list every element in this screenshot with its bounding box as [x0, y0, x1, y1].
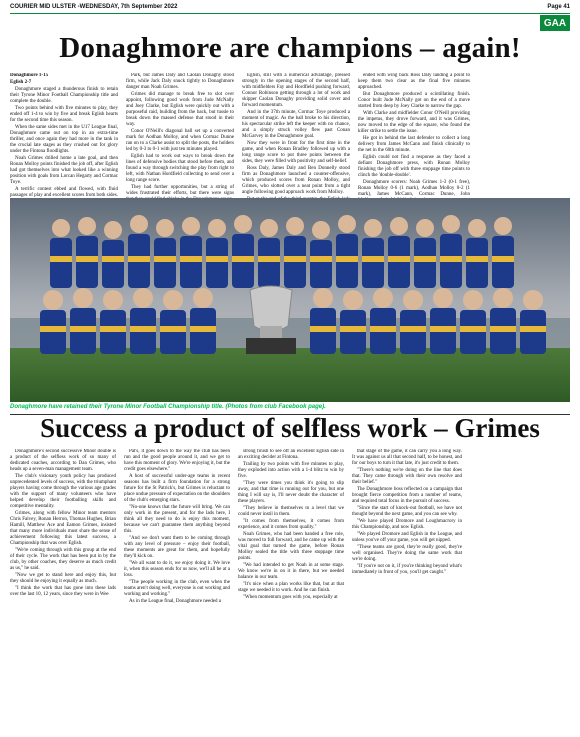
paragraph: They had further opportunities, but a string of wides frustrated their efforts, but there were signs [126, 185, 234, 196]
paragraph: Eglish, still with a numerical advantage, pressed strongly in the opening stages of the second half, with midfielders Fay and Hordfield pushing forward, Connor Robinson getting through a lot of work and skipper Caolan Donaghy providing solid cover and forward momentum. [242, 73, 350, 108]
trophy-icon [246, 286, 296, 354]
paragraph: Grimes did manage to break free to slot over appoint, following good work from Jude McNally and Joey Clarke, but Eglish were quickly out with a purposeful raid, building from the back, but tussle to break down the massed defense that stood in their way. [126, 92, 234, 127]
paragraph: Donaghmore's second successive Minor double is a product of the selfless work of so many of dedicated coaches, according to Dan Grimes, who heads up a seven-man management team. [10, 449, 116, 472]
headline-main: Donaghmore are champions – again! [59, 32, 521, 64]
section-badge: GAA [540, 15, 570, 31]
paragraph: "We have played Dromore and Loughmacrory in this Championship, and now Eglish. [352, 519, 462, 530]
paragraph-group [10, 449, 116, 598]
article-secondary-col2 [124, 449, 230, 734]
paragraph: Donaghmore staged a thunderous finish to retain their Tyrone Minor Football Championship title and complete the double. [10, 87, 118, 104]
paragraph: A terrific contest ebbed and flowed, with fluid passages of play and excellent scores from both sides. [10, 187, 118, 198]
paragraph: "It comes from themselves, it comes from experience, and it comes from quality." [238, 519, 344, 530]
paragraph-group [238, 449, 344, 601]
paragraph: "We had intended to get Noah in at some stage. We know we're in on it in there, but we needed balance in our team. [238, 563, 344, 580]
paragraph-group [352, 449, 462, 576]
paragraph: Two points behind with five minutes to play, they ended off 1-4 to win by five and break Eglish hearts for the second time this season. [10, 106, 118, 123]
paragraph: Pat's, it goes down to the way the club has been run and the good people around it, and we get to have this moment of glory. We're enjoying it, but the credit goes elsewhere." [124, 449, 230, 472]
paragraph: "Now we get to stand here and enjoy this, but they should be enjoying it equally as much. [10, 573, 116, 584]
paragraph: "We all want to do it, we enjoy doing it. We love it, when this season ends for us now, we'll all be at a loss. [124, 561, 230, 578]
paragraph: Eglish could not find a response as they faced a defiant Donaghmore press, with Ronan Molloy finishing the job off with three stoppage time points to clinch the 'double-double'. [358, 155, 470, 178]
paragraph: that stage of the game, it can carry you a long way. It was against us all that second half, to be honest, and for our boys to turn it that late, it's just credit to them. [352, 449, 462, 466]
paragraph: With Clarke and midfielder Conor O'Neill providing the impetus, they drove forward, and it was Grimes, now moved to the edge of the square, who found the killer strike to settle the issue. [358, 111, 470, 134]
article-secondary-col3 [238, 449, 344, 734]
paragraph: "Since the start of knock-out football, we have not thought beyond the next game, and you can see why. [352, 506, 462, 517]
masthead-title: COURIER MID ULSTER -WEDNESDAY, 7th September 2022 [10, 4, 178, 10]
paragraph: Conor O'Neill's diagonal ball set up a converted mark for Aodhan Molloy, and when Cormac Dunne ran on to a Clarke assist to split the posts, the holders led by 0-3 to 0-1 with just ten minutes played. [126, 129, 234, 152]
paragraph: strong finish to see off an excellent Eglish side in an exciting decider at Fintona. [238, 449, 344, 460]
paragraph: "These teams are good, they're really good, they're well organised. They're doing the same work that we're doing. [352, 545, 462, 562]
paragraph: "They were times you think it's going to slip away, and that time is running out for you, but one thing I will say is, I'll never doubt the character of these players. [238, 481, 344, 504]
score-line: Donaghmore 1-15 [10, 73, 49, 78]
paragraph: Trailing by two points with five minutes to play, they exploded into action with a 1-4 blitz to win by five. [238, 462, 344, 479]
paragraph: "There's nothing we're doing on the line that does that. They came through with their own resolve and their belief." [352, 468, 462, 485]
paragraph: "When momentum goes with you, especially at [243, 595, 338, 600]
article-secondary-col1 [10, 449, 116, 734]
paragraph: As in the League final, Donaghmore needed a [129, 599, 221, 604]
paragraph: "They believe in themselves to a level that we could never instil in them. [238, 506, 344, 517]
paragraph: He got in behind the last defender to collect a long delivery from James McCann and finish clinically to the net in the 60th minute. [358, 136, 470, 153]
paragraph: And in the 37th minute, Cormac Toye produced a moment of magic. As the ball broke to his direction, his spectacular strike left the keeper with no chance, and a simply struck volley flew past Conan McGarvey in the Donaghmore goal. [242, 110, 350, 139]
paragraph: The club's visionary youth policy has produced unprecedented levels of success, with the triumphant players having come through the various age grades with the support of many volunteers who have helped develop their footballing skills and competitive mentality. [10, 474, 116, 509]
paragraph: But Donaghmore produced a scintillating finish. Conor built Jude McNally got on the end of a move started from deep by Joey Clarke to narrow the gap. [358, 92, 470, 109]
paragraph: ended with wing back Ross Daly landing a point to keep them two clear as the final five minutes approached. [358, 73, 470, 90]
paragraph: "No-one knows that the future will bring. We can only work in the present, and for the lads here, I think all they need to do is enjoy this moment, because we can't guarantee them anything beyond this. [124, 505, 230, 534]
paragraph: "We're coming through with this group at the end of their cycle. The work that has been put in by the club, by other coaches, they deserve as much credit as us," he said. [10, 548, 116, 571]
team-photo-illustration [10, 198, 570, 402]
paragraph: Noah Grimes, who had been handed a free role, was moved to full forward, and he came up with the vital goal that turned the game, before Ronan Molloy sealed the title with three stoppage time points. [238, 532, 344, 561]
paragraph: The Donaghmore boss reflected on a campaign that brought fierce competition from a number of teams, and required total focus in the pursuit of success. [352, 487, 462, 504]
paragraph: Now they were in front for the first time in the game, and when Ronan Bradley followed up with a long range score to put three points between the sides, they were filled with positivity and self-belief. [242, 141, 350, 164]
paragraph: Noah Grimes drilled home a late goal, and then Ronan Molloy points finished the job off, after Eglish had got themselves into what looked like a winning position with goals from Lorcan Hegarty and Cormac Toye. [10, 156, 118, 185]
paragraph: Donaghmore scorers: Noah Grimes 1-3 (0-1 free), Ronan Molloy 0-6 (1 mark), Aodhan Molloy 0-2 (1 mark), James McCann, Cormac Dunne, John [358, 180, 470, 197]
paragraph: A host of successful under-age teams in recent seasons has built a firm foundation for a strong future for the St Patrick's, but Grimes is reluctant to place undue pressure of expectation on the shoulders of the club's emerging stars. [124, 474, 230, 503]
article-secondary-col4 [352, 449, 462, 734]
photo-caption: Donaghmore have retained their Tyrone Minor Football Championship title. (Photos from club Facebook page). [10, 404, 326, 410]
paragraph: Ross Daly, James Daly and Ben Donnelly stood firm as Donaghmore launched a counter-offensive, which produced scores from Ronan Molloy, and Grimes, who slotted over a neat point from a tight angle following good approach work from Molloy. [242, 166, 350, 195]
paragraph: Grimes, along with fellow Minor team mentors Chris Falvey, Ronan Herron, Thomas Hughes, Brian Hamill, Matthew Ace and Eamon Grimes, insisted that many more individuals must share the sense of achievement following this latest success, a Championship that was over Eglish. [10, 511, 116, 546]
paragraph: "It's nice when a plan works like that, but at that stage we needed it to work. And he can finish. [238, 582, 344, 593]
paragraph: When the same sides met in the U17 League final, Donaghmore came out on top in an extra-time thriller, and once again they had more in the tank in the crucial late stages as they crushed out for glory under the Fintona floodlights. [10, 125, 118, 154]
paragraph-group [124, 449, 230, 605]
paragraph: "If you're not on it, if you're thinking beyond what's immediately in front of you, you'll get caught." [352, 564, 462, 575]
paragraph: "I think the work that has gone into these lads over the last 10, 12 years, since they were in Wee [10, 586, 116, 597]
paragraph: "We played Dromore and Eglish in the League, and unless you've off your game, you will get nipped. [352, 532, 462, 543]
paragraph: "And we don't want them to be coming through with any level of pressure – enjoy their football, these moments are great for them, and hopefully they'll kick on. [124, 536, 230, 559]
masthead [10, 2, 570, 12]
article-secondary [10, 449, 570, 734]
paragraph: Eglish had to work out ways to break down the lines of defensive bodies that stood before them, and found a way through switching the play from right to left, with Nathan Hordfield collecting to send over a long range score. [126, 154, 234, 183]
paragraph: "The people working in the club, even when the teams aren't doing well, everyone is out working and working and working." [124, 580, 230, 597]
paragraph: Park, but James Daly and Caolan Donaghy stood firm, while Jack Daly snuck tightly to Donaghmore danger man Noah Grimes. [126, 73, 234, 90]
headline-secondary: Success a product of selfless work – Grimes [40, 413, 540, 443]
page-number: Page 41 [547, 4, 570, 10]
team-photo [10, 198, 570, 402]
score-line: Eglish 2-7 [10, 80, 32, 85]
